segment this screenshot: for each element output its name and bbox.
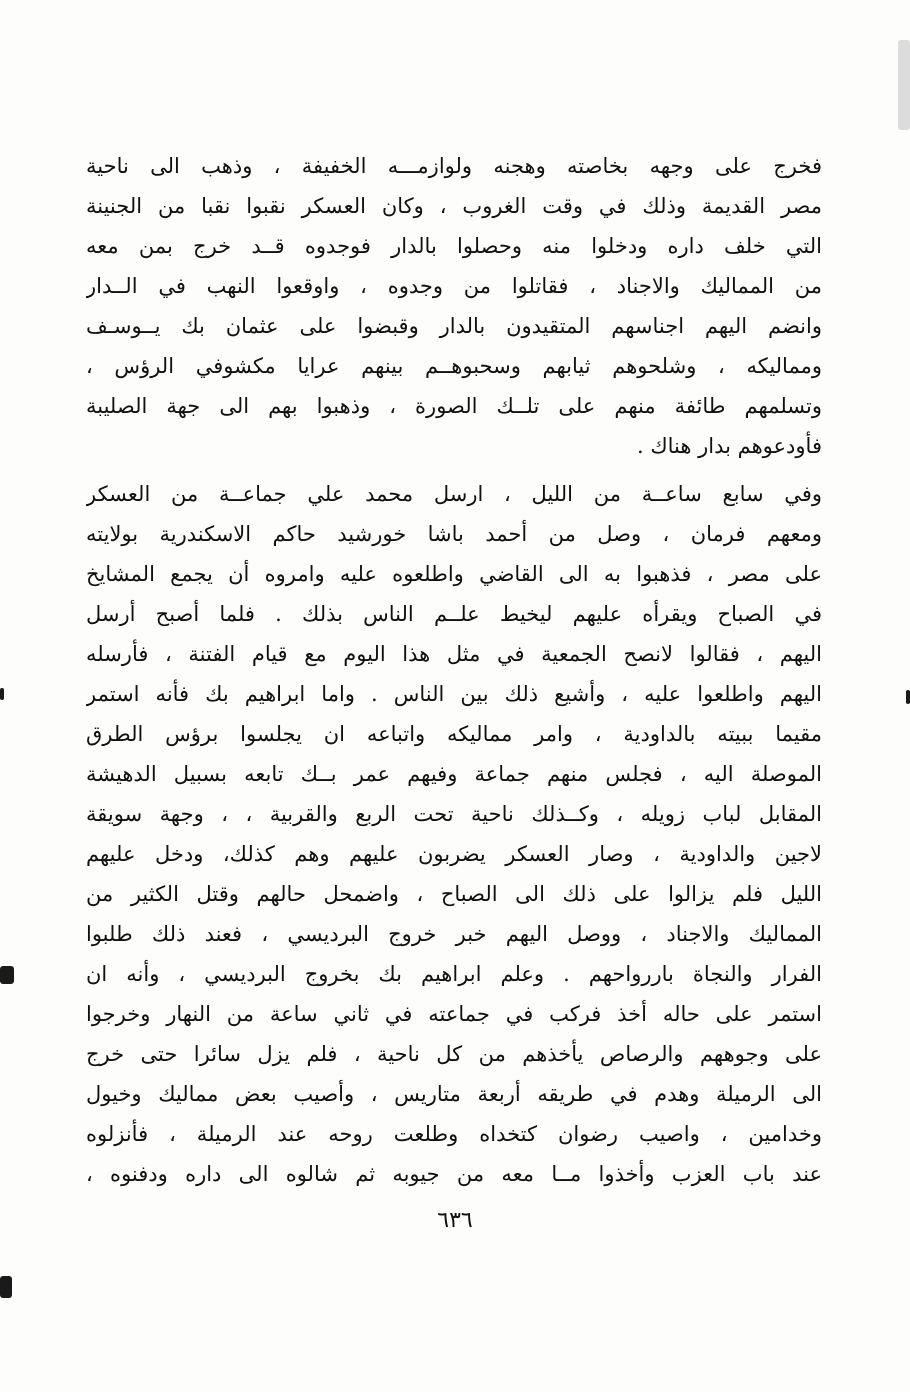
text-line: مصر القديمة وذلك في وقت الغروب ، وكان العسكر نقبوا نقبا من الجنينة	[86, 194, 822, 218]
text-line: وتسلمهم طائفة منهم على تلــك الصورة ، وذهبوا بهم الى جهة الصليبة	[86, 394, 822, 418]
text-line: التي خلف داره ودخلوا منه وحصلوا بالدار فوجدوه قــد خرج بمن معه	[86, 234, 822, 258]
text-line: اليهم ، فقالوا لانصح الجمعية في مثل هذا اليوم مع قيام الفتنة ، فأرسله	[86, 642, 822, 666]
text-line: على مصر ، فذهبوا به الى القاضي واطلعوه عليه وامروه أن يجمع المشايخ	[86, 562, 822, 586]
text-line: وخدامين ، واصيب رضوان كتخداه وطلعت روحه عند الرميلة ، فأنزلوه	[86, 1122, 822, 1146]
paragraph	[86, 474, 822, 1194]
text-line: فأودعوهم بدار هناك .	[636, 434, 822, 458]
text-line: الفرار والنجاة باررواحهم . وعلم ابراهيم بك بخروج البرديسي ، وأنه ان	[86, 962, 822, 986]
scan-edge-mark	[0, 1276, 12, 1298]
text-line: ومماليكه ، وشلحوهم ثيابهم وسحبوهــم بينهم عرايا مكشوفي الرؤس ،	[86, 354, 822, 378]
paragraph	[86, 146, 822, 466]
text-line: الى الرميلة وهدم في طريقه أربعة متاريس ، وأصيب بعض مماليك وخيول	[86, 1082, 822, 1106]
text-line: الموصلة اليه ، فجلس منهم جماعة وفيهم عمر بــك تابعه بسبيل الدهيشة	[86, 762, 822, 786]
page-number: ٦٣٦	[437, 1208, 473, 1233]
scan-edge-mark	[0, 688, 4, 700]
text-line: على وجوههم والرصاص يأخذهم من كل ناحية ، فلم يزل سائرا حتى خرج	[86, 1042, 822, 1066]
text-line: عند باب العزب وأخذوا مــا معه من جيوبه ثم شالوه الى داره ودفنوه ،	[86, 1162, 822, 1186]
text-line: فخرج على وجهه بخاصته وهجنه ولوازمـــه الخفيفة ، وذهب الى ناحية	[86, 154, 822, 178]
text-line: اليهم واطلعوا عليه ، وأشيع ذلك بين الناس . واما ابراهيم بك فأنه استمر	[86, 682, 822, 706]
text-line: في الصباح ويقرأه عليهم ليخيط علــم الناس بذلك . فلما أصبح أرسل	[86, 602, 822, 626]
scan-edge-mark	[0, 966, 14, 984]
text-line: ومعهم فرمان ، وصل من أحمد باشا خورشيد حاكم الاسكندرية بولايته	[86, 522, 822, 546]
text-line: الليل فلم يزالوا على ذلك الى الصباح ، واضمحل حالهم وقتل الكثير من	[86, 882, 822, 906]
text-line: وفي سابع ساعــة من الليل ، ارسل محمد علي جماعــة من العسكر	[86, 482, 822, 506]
text-line: استمر على حاله أخذ فركب في جماعته في ثاني ساعة من النهار وخرجوا	[86, 1002, 822, 1026]
text-line: وانضم اليهم اجناسهم المتقيدون بالدار وقبضوا على عثمان بك يــوسـف	[86, 314, 822, 338]
text-line: من المماليك والاجناد ، فقاتلوا من وجدوه ، واوقعوا النهب في الــدار	[86, 274, 822, 298]
text-line: مقيما ببيته بالداودية ، وامر مماليكه واتباعه ان يجلسوا برؤس الطرق	[86, 722, 822, 746]
text-line: المماليك والاجناد ، ووصل اليهم خبر خروج البرديسي ، فعند ذلك طلبوا	[86, 922, 822, 946]
text-line: لاجين والداودية ، وصار العسكر يضربون عليهم وهم كذلك، ودخل عليهم	[86, 842, 822, 866]
scan-edge-mark	[906, 690, 910, 704]
scan-edge-mark	[898, 40, 910, 130]
text-line: المقابل لباب زويله ، وكــذلك ناحية تحت الربع والقربية ، ، وجهة سويقة	[86, 802, 822, 826]
body-text	[86, 146, 822, 1194]
